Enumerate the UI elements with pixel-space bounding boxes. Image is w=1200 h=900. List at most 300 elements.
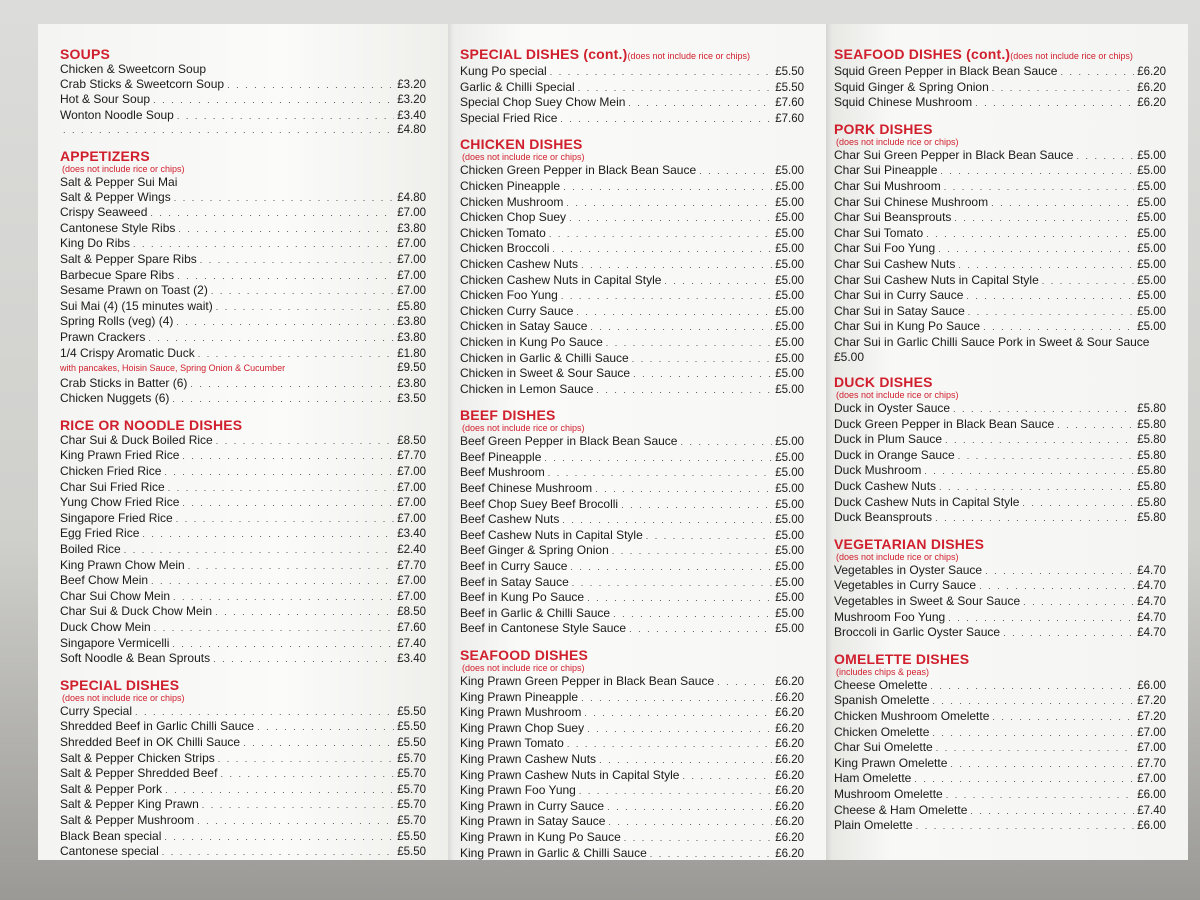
item-name: Spanish Omelette	[834, 693, 930, 708]
dot-leader	[202, 798, 394, 813]
item-name: Beef Green Pepper in Black Bean Sauce	[460, 434, 678, 449]
menu-item-row	[460, 621, 804, 637]
dot-leader	[63, 123, 394, 138]
item-name: Shredded Beef in Garlic Chilli Sauce	[60, 719, 255, 734]
item-name: Char Sui Omelette	[834, 740, 933, 755]
item-name: Mushroom Omelette	[834, 786, 943, 801]
menu-item-row	[60, 236, 426, 252]
dot-leader	[968, 305, 1134, 320]
item-price: £5.00	[775, 592, 804, 605]
item-name: £5.00	[834, 349, 865, 364]
dot-leader	[596, 383, 772, 398]
section-title	[834, 46, 1166, 64]
item-price: £5.00	[1137, 258, 1166, 271]
dot-leader	[939, 480, 1134, 495]
menu-item-row	[60, 573, 426, 589]
dot-leader	[173, 590, 394, 605]
menu-item-row	[834, 179, 1166, 195]
item-price: £5.00	[1137, 321, 1166, 334]
item-price: £7.00	[397, 590, 426, 603]
dot-leader	[133, 237, 394, 252]
item-name: Duck Cashew Nuts	[834, 479, 937, 494]
item-price: £5.00	[775, 290, 804, 303]
item-name: Salt & Pepper Pork	[60, 781, 163, 796]
section-title-text: SOUPS	[60, 46, 111, 62]
dot-leader	[970, 804, 1134, 819]
dot-leader	[983, 320, 1134, 335]
item-price: £5.50	[397, 736, 426, 749]
item-name: Chicken Curry Sauce	[460, 303, 574, 318]
item-name: Beef in Satay Sauce	[460, 574, 569, 589]
item-name: Beef in Kung Po Sauce	[460, 590, 585, 605]
item-name: Shredded Beef in OK Chilli Sauce	[60, 734, 241, 749]
menu-panel-left	[38, 24, 448, 860]
menu-item-row	[460, 335, 804, 351]
menu-item-row	[460, 64, 804, 80]
item-price: £5.00	[775, 212, 804, 225]
item-price: £3.80	[397, 222, 426, 235]
menu-item-row	[60, 433, 426, 449]
section-title-text: CHICKEN DISHES	[460, 136, 583, 153]
menu-item-row	[460, 830, 804, 846]
item-price: £5.00	[775, 483, 804, 496]
dot-leader	[966, 289, 1134, 304]
item-name: Chicken Cashew Nuts in Capital Style	[460, 272, 662, 287]
item-price: £7.00	[397, 497, 426, 510]
item-price: £5.00	[1137, 180, 1166, 193]
dot-leader	[590, 320, 772, 335]
item-price: £5.00	[1137, 290, 1166, 303]
item-name: Vegetables in Oyster Sauce	[834, 562, 983, 577]
item-price: £7.00	[397, 512, 426, 525]
menu-item-row	[834, 787, 1166, 803]
menu-item-row	[460, 606, 804, 622]
menu-section	[834, 374, 1166, 526]
dot-leader	[164, 465, 394, 480]
item-price: £7.00	[397, 466, 426, 479]
menu-item-row	[460, 799, 804, 815]
item-name: Duck Cashew Nuts in Capital Style	[834, 494, 1020, 509]
section-title-text: SPECIAL DISHES	[60, 676, 180, 693]
menu-panel-middle	[448, 24, 826, 860]
menu-item-row	[460, 382, 804, 398]
dot-leader	[124, 543, 395, 558]
item-price: £5.00	[775, 607, 804, 620]
menu-item-row	[460, 273, 804, 289]
item-name: King Prawn Mushroom	[460, 705, 582, 720]
item-price: £5.80	[1137, 449, 1166, 462]
dot-leader	[165, 783, 394, 798]
item-name: Salt & Pepper Wings	[60, 189, 171, 204]
item-price: £6.00	[1137, 679, 1166, 692]
menu-item-row	[834, 463, 1166, 479]
section-title	[460, 647, 804, 663]
menu-item-row	[60, 589, 426, 605]
item-name: Char Sui Tomato	[834, 225, 924, 240]
menu-item-row	[834, 803, 1166, 819]
dot-leader	[924, 464, 1134, 479]
menu-item-row	[460, 590, 804, 606]
item-price: £6.20	[775, 753, 804, 766]
menu-section	[834, 46, 1166, 111]
item-price: £4.80	[397, 191, 426, 204]
item-price: £6.20	[775, 676, 804, 688]
item-name: Cheese & Ham Omelette	[834, 802, 968, 817]
item-name: Broccoli in Garlic Oyster Sauce	[834, 625, 1001, 640]
item-name: Chicken in Kung Po Sauce	[460, 334, 603, 349]
menu-item-row	[60, 766, 426, 782]
dot-leader	[930, 679, 1134, 694]
dot-leader	[188, 559, 394, 574]
dot-leader	[215, 605, 394, 620]
item-price: £5.00	[775, 514, 804, 527]
item-name: Char Sui in Kung Po Sauce	[834, 319, 981, 334]
dot-leader	[182, 449, 394, 464]
section-title-text: SEAFOOD DISHES (cont.)	[834, 46, 1011, 62]
menu-item-row	[460, 450, 804, 466]
menu-item-row	[460, 163, 804, 179]
menu-item-row	[60, 108, 426, 124]
menu-item-row	[460, 783, 804, 799]
menu-item-row	[460, 179, 804, 195]
item-name: Chicken in Lemon Sauce	[460, 381, 594, 396]
item-name: Sesame Prawn on Toast (2)	[60, 283, 208, 298]
dot-leader	[945, 433, 1134, 448]
dot-leader	[1003, 626, 1134, 641]
item-price: £5.50	[397, 846, 426, 859]
dot-leader	[991, 196, 1134, 211]
dot-leader	[938, 242, 1134, 257]
item-name: Beef Mushroom	[460, 465, 545, 480]
menu-item-row	[460, 752, 804, 768]
dot-leader	[200, 253, 394, 268]
dot-leader	[992, 81, 1134, 96]
menu-item-row	[60, 77, 426, 93]
dot-leader	[1023, 595, 1134, 610]
menu-item-row	[834, 432, 1166, 448]
menu-item-row	[834, 241, 1166, 257]
item-price: £6.20	[775, 847, 804, 860]
dot-leader	[561, 289, 772, 304]
menu-item-row	[60, 448, 426, 464]
item-price: £5.00	[775, 321, 804, 334]
menu-item-row	[834, 740, 1166, 756]
menu-item-row	[834, 335, 1166, 350]
section-title-text: RICE OR NOODLE DISHES	[60, 416, 243, 433]
section-title-text: OMELETTE DISHES	[834, 650, 970, 667]
item-price: £6.20	[775, 707, 804, 720]
menu-item-row	[834, 495, 1166, 511]
item-name: Char Sui Foo Yung	[834, 241, 936, 256]
item-name: Beef Cashew Nuts in Capital Style	[460, 527, 643, 542]
dot-leader	[633, 367, 772, 382]
item-name: Duck Beansprouts	[834, 510, 933, 525]
item-name: Duck Mushroom	[834, 463, 922, 478]
item-price: £5.50	[775, 81, 804, 94]
dot-leader	[606, 336, 772, 351]
dot-leader	[578, 81, 773, 96]
menu-item-row	[834, 818, 1166, 834]
item-price: £5.00	[775, 623, 804, 636]
menu-item-row	[60, 268, 426, 284]
menu-item-row	[60, 205, 426, 221]
dot-leader	[979, 579, 1134, 594]
dot-leader	[162, 845, 394, 860]
item-price: £6.20	[1137, 97, 1166, 110]
dot-leader	[940, 164, 1134, 179]
section-title	[834, 121, 1166, 137]
item-name: Barbecue Spare Ribs	[60, 267, 175, 282]
dot-leader	[579, 784, 772, 799]
dot-leader	[664, 274, 772, 289]
item-name: Vegetables in Curry Sauce	[834, 578, 977, 593]
menu-item-row	[834, 401, 1166, 417]
menu-item-row	[834, 725, 1166, 741]
item-name: Char Sui in Satay Sauce	[834, 303, 965, 318]
item-name: Beef in Garlic & Chilli Sauce	[460, 605, 611, 620]
item-name: Chicken Cashew Nuts	[460, 256, 579, 271]
dot-leader	[552, 242, 772, 257]
item-name: Cantonese Style Ribs	[60, 220, 176, 235]
item-price: £7.70	[397, 559, 426, 572]
menu-item-row	[460, 304, 804, 320]
item-name: King Prawn Fried Rice	[60, 448, 180, 463]
item-name: Cantonese special	[60, 844, 159, 859]
menu-item-row	[60, 391, 426, 407]
item-price: £5.00	[775, 368, 804, 381]
item-name: Chicken Foo Yung	[460, 288, 558, 303]
dot-leader	[220, 767, 394, 782]
item-name: Char Sui Pineapple	[834, 163, 938, 178]
item-name: King Prawn Foo Yung	[460, 783, 576, 798]
menu-item-row	[460, 559, 804, 575]
menu-section	[834, 536, 1166, 641]
dot-leader	[550, 65, 772, 80]
item-name: Plain Omelette	[834, 818, 913, 833]
dot-leader	[946, 788, 1135, 803]
item-name: Kung Po special	[460, 64, 547, 78]
item-price: £5.00	[775, 436, 804, 449]
item-price: £5.00	[775, 498, 804, 511]
item-name: Chicken Green Pepper in Black Bean Sauce	[460, 163, 697, 178]
section-note: (does not include rice or chips)	[62, 163, 185, 174]
section-title	[834, 374, 1166, 390]
dot-leader	[950, 757, 1134, 772]
item-price: £7.00	[1137, 742, 1166, 755]
item-name: Prawn Crackers	[60, 329, 146, 344]
item-price: £5.00	[775, 383, 804, 396]
dot-leader	[954, 211, 1134, 226]
item-name: Char Sui in Curry Sauce	[834, 288, 964, 303]
item-price: £4.70	[1137, 627, 1166, 640]
menu-item-row	[60, 542, 426, 558]
section-note: (does not include rice or chips)	[462, 663, 585, 673]
item-price: £6.00	[1137, 820, 1166, 833]
item-name: Squid Chinese Mushroom	[834, 95, 973, 110]
item-price: £7.00	[397, 238, 426, 251]
menu-item-row	[834, 226, 1166, 242]
menu-item-row	[460, 497, 804, 513]
dot-leader	[587, 722, 772, 737]
item-name: King Prawn Chop Suey	[460, 720, 585, 735]
item-name: Beef in Cantonese Style Sauce	[460, 621, 627, 636]
dot-leader	[177, 109, 394, 124]
item-price: £5.00	[775, 227, 804, 240]
item-price: £5.80	[1137, 418, 1166, 431]
menu-item-row	[460, 736, 804, 752]
section-title	[460, 407, 804, 423]
dot-leader	[621, 498, 772, 513]
item-price: £7.70	[1137, 757, 1166, 770]
item-name: King Prawn Tomato	[460, 736, 564, 751]
item-price: £4.70	[1137, 611, 1166, 624]
item-name: Duck in Plum Sauce	[834, 432, 943, 447]
item-name: Chicken in Sweet & Sour Sauce	[460, 366, 631, 381]
item-name: Crab Sticks & Sweetcorn Soup	[60, 76, 225, 91]
menu-item-row	[60, 299, 426, 315]
dot-leader	[992, 710, 1134, 725]
item-price: £5.80	[1137, 465, 1166, 478]
item-name: Chicken in Garlic & Chilli Sauce	[460, 350, 629, 365]
dot-leader	[1022, 496, 1134, 511]
item-price: £7.00	[397, 285, 426, 298]
menu-item-row	[834, 288, 1166, 304]
item-name: Singapore Vermicelli	[60, 635, 170, 650]
menu-item-row	[460, 705, 804, 721]
item-price: £3.40	[397, 528, 426, 541]
menu-item-row	[834, 771, 1166, 787]
item-name: Char Sui & Duck Boiled Rice	[60, 432, 213, 447]
item-price: £5.00	[775, 467, 804, 480]
menu-item-row	[460, 721, 804, 737]
menu-item-row	[60, 480, 426, 496]
item-name: Duck Chow Mein	[60, 620, 151, 634]
dot-leader	[629, 622, 772, 637]
menu-item-row	[834, 257, 1166, 273]
menu-item-row	[460, 846, 804, 860]
menu-item-row	[460, 528, 804, 544]
dot-leader	[198, 347, 395, 362]
menu-section	[60, 148, 426, 407]
menu-item-row	[460, 319, 804, 335]
section-note: (does not include rice or chips)	[62, 692, 185, 703]
item-name: Beef Pineapple	[460, 449, 542, 464]
item-name: Curry Special	[60, 703, 133, 718]
item-price: £8.50	[397, 434, 426, 447]
menu-item-row	[60, 651, 426, 667]
item-name: Beef in Curry Sauce	[460, 559, 568, 574]
item-price: £5.00	[775, 305, 804, 318]
menu-item-row	[834, 195, 1166, 211]
menu-item-row	[460, 80, 804, 96]
dot-leader	[569, 211, 772, 226]
item-name: Salt & Pepper Mushroom	[60, 812, 195, 827]
dot-leader	[153, 93, 394, 108]
item-price: £3.80	[397, 377, 426, 390]
section-title	[60, 148, 426, 164]
dot-leader	[699, 164, 772, 179]
dot-leader	[936, 741, 1135, 756]
item-price: £5.50	[775, 66, 804, 78]
dot-leader	[177, 269, 394, 284]
dot-leader	[975, 96, 1134, 111]
item-price: £6.20	[775, 722, 804, 735]
item-name: Chicken Broccoli	[460, 241, 550, 256]
dot-leader	[544, 451, 772, 466]
menu-item-row	[460, 768, 804, 784]
menu-section	[60, 677, 426, 860]
menu-item-row	[60, 252, 426, 268]
menu-item-row	[460, 512, 804, 528]
dot-leader	[1057, 418, 1134, 433]
item-name: Beef Ginger & Spring Onion	[460, 543, 609, 558]
item-name: Spring Rolls (veg) (4)	[60, 314, 174, 329]
dot-leader	[567, 737, 772, 752]
item-price: £3.20	[397, 78, 426, 91]
item-price: £5.70	[397, 814, 426, 827]
dot-leader	[176, 315, 394, 330]
section-note: (does not include rice or chips)	[836, 551, 959, 562]
item-name: Crispy Seaweed	[60, 205, 148, 220]
dot-leader	[211, 284, 394, 299]
menu-item-row	[834, 417, 1166, 433]
section-note: (does not include rice or chips)	[462, 152, 585, 163]
menu-item-row	[460, 674, 804, 690]
item-name: Chicken Chop Suey	[460, 210, 567, 225]
menu-panel-right	[826, 24, 1188, 860]
dot-leader	[1060, 65, 1134, 80]
item-name: King Prawn in Garlic & Chilli Sauce	[460, 845, 647, 860]
item-name: Black Bean special	[60, 828, 162, 843]
dot-leader	[608, 815, 772, 830]
menu-section	[460, 46, 804, 126]
item-price: £6.20	[775, 800, 804, 813]
dot-leader	[650, 847, 772, 860]
dot-leader	[563, 180, 772, 195]
item-price: £5.80	[1137, 512, 1166, 525]
menu-item-row	[834, 594, 1166, 610]
section-title-note: (does not include rice or chips)	[1010, 51, 1133, 61]
item-name: Chicken Tomato	[460, 225, 546, 240]
dot-leader	[154, 621, 395, 636]
dot-leader	[985, 564, 1134, 579]
section-title	[460, 46, 804, 64]
item-name: Char Sui Cashew Nuts	[834, 256, 956, 271]
item-name: Special Chop Suey Chow Mein	[460, 95, 626, 110]
item-price: £7.00	[397, 269, 426, 282]
item-price: £7.20	[1137, 711, 1166, 723]
menu-item-row	[60, 511, 426, 527]
item-name: Salt & Pepper Shredded Beef	[60, 766, 218, 781]
item-price: £5.00	[1137, 149, 1166, 162]
dot-leader	[572, 576, 772, 591]
item-name: King Do Ribs	[60, 236, 131, 251]
item-name: Wonton Noodle Soup	[60, 107, 174, 122]
item-price: £5.00	[1137, 274, 1166, 287]
menu-item-row	[60, 376, 426, 392]
item-price: £3.40	[397, 109, 426, 122]
dot-leader	[560, 112, 772, 127]
item-price: £5.00	[775, 529, 804, 542]
item-price: £7.00	[397, 575, 426, 588]
item-price: £6.20	[775, 769, 804, 782]
item-name: King Prawn Omelette	[834, 755, 948, 770]
item-name: Chicken in Satay Sauce	[460, 319, 588, 334]
item-price: £7.20	[1137, 695, 1166, 708]
menu-item-row	[834, 479, 1166, 495]
menu-item-row	[834, 80, 1166, 96]
item-price: £7.00	[397, 207, 426, 220]
